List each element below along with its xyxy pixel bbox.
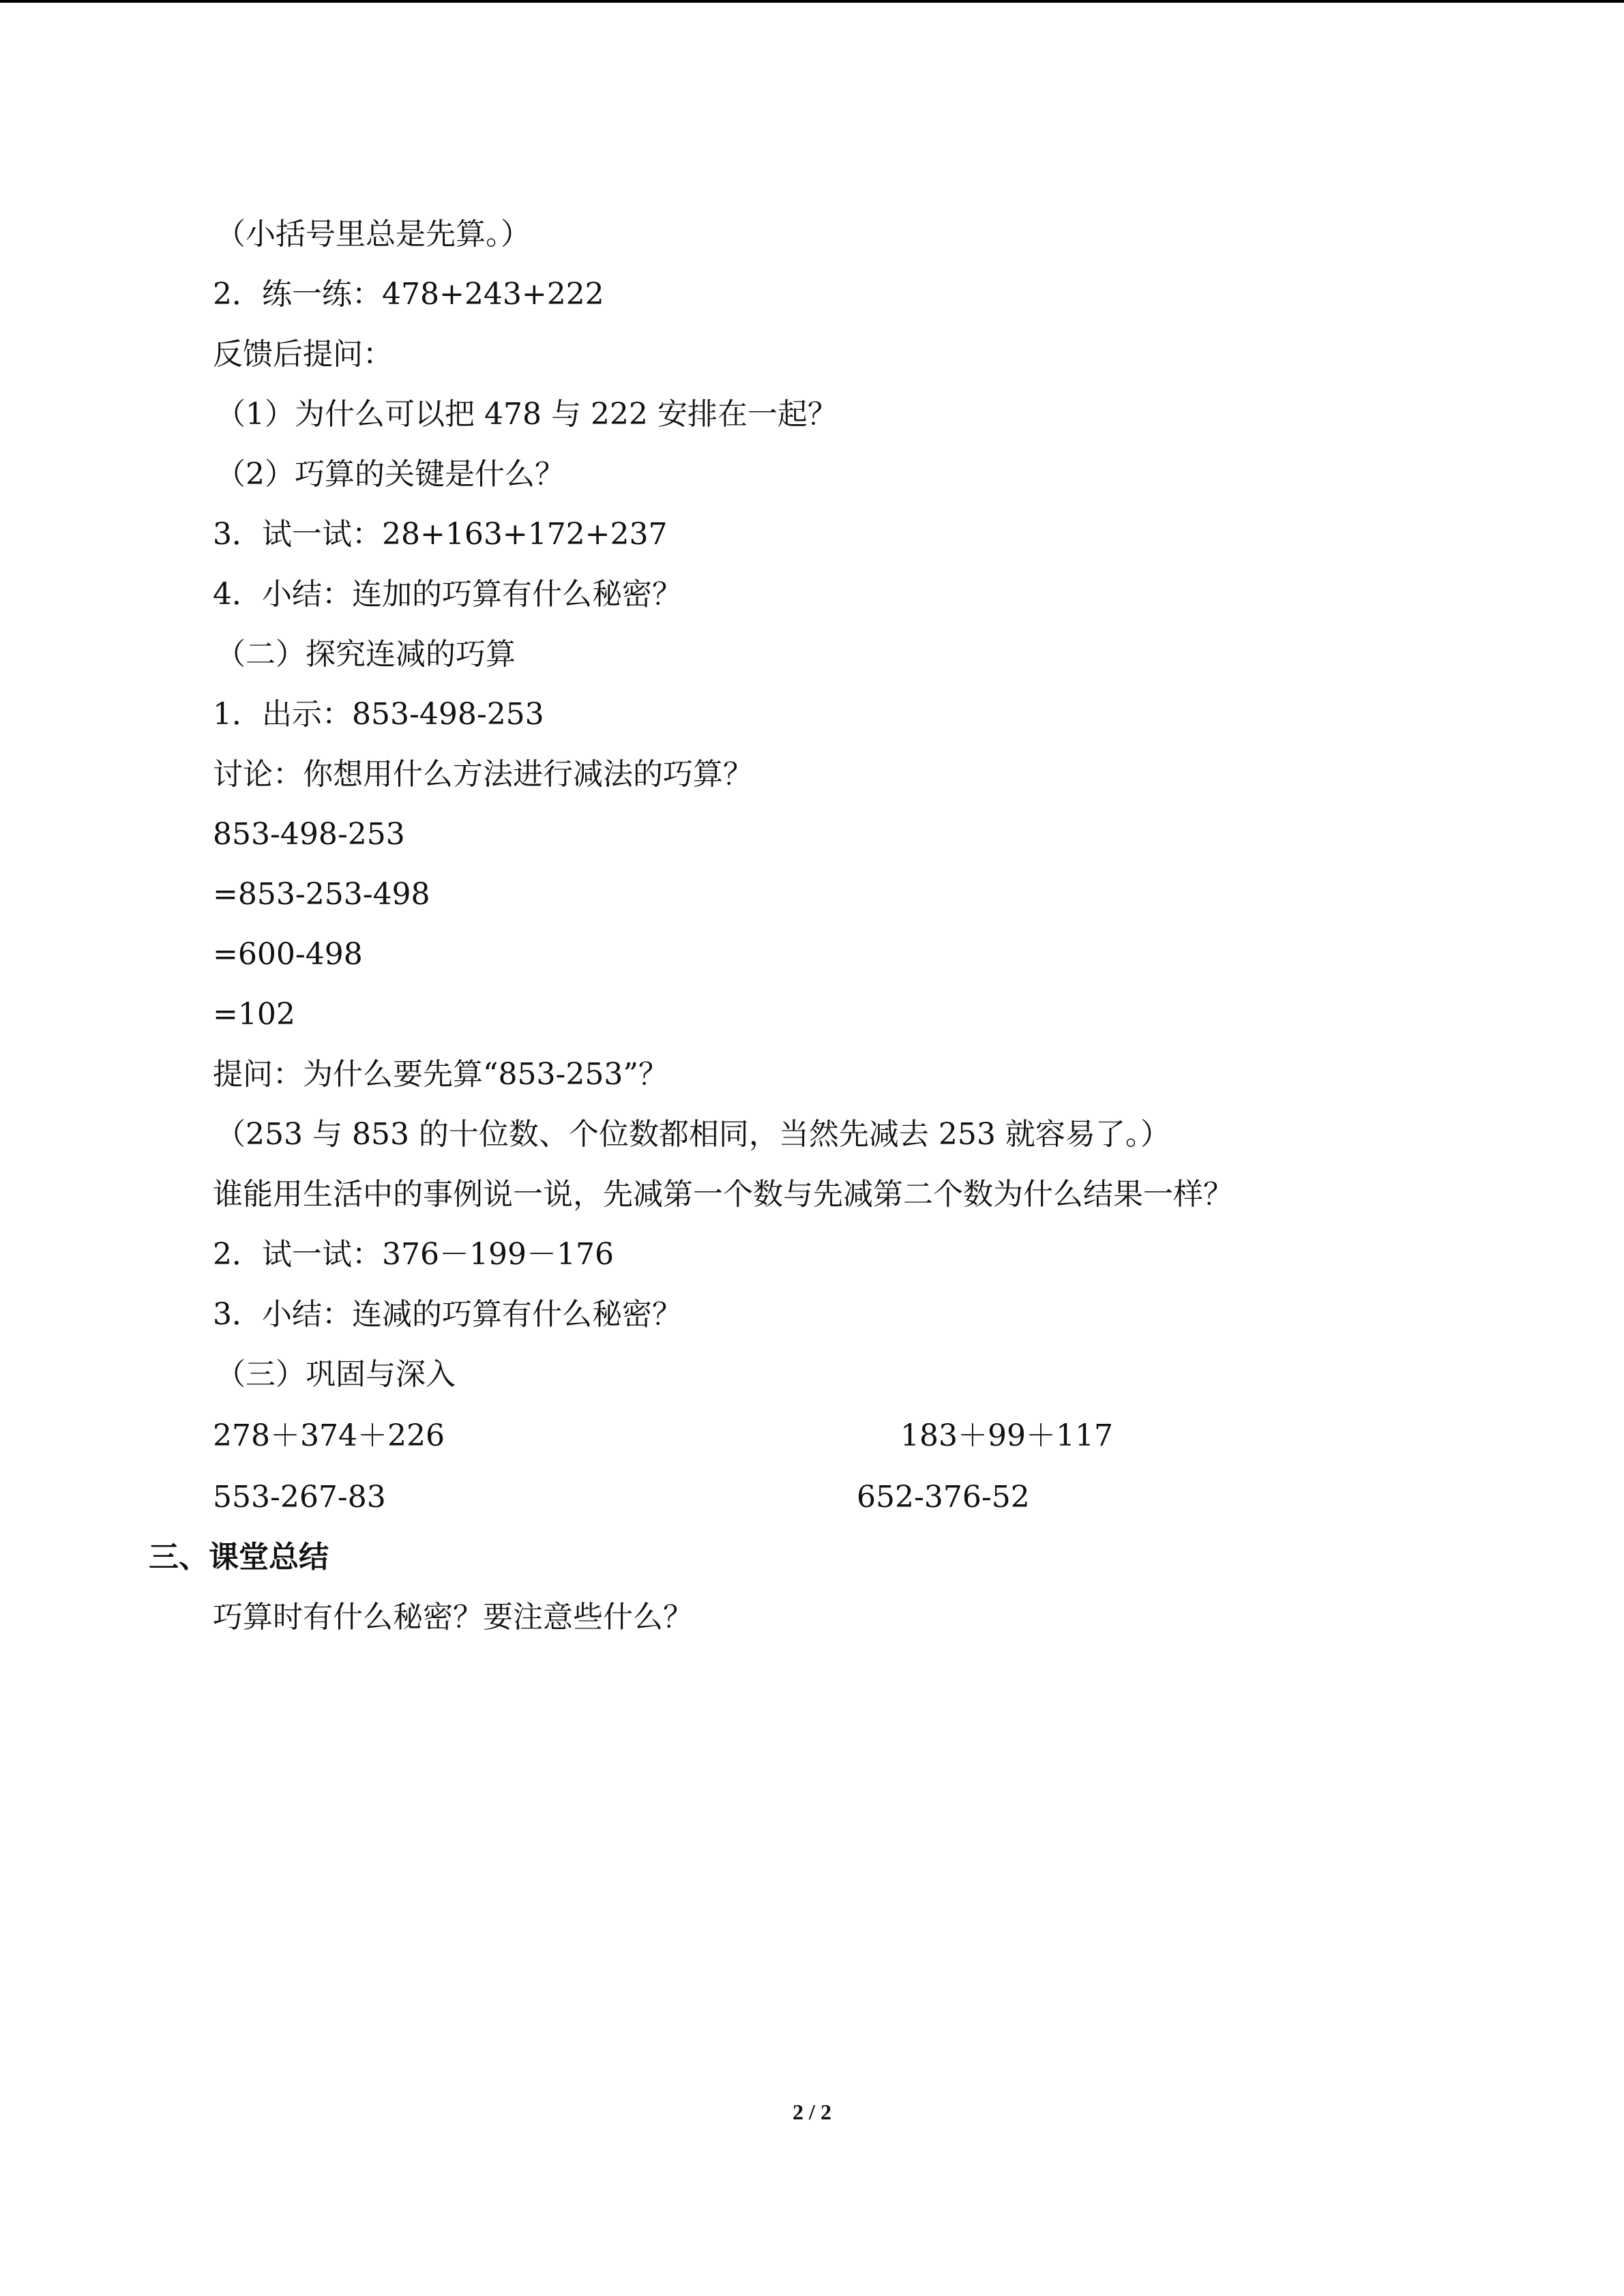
equation-line: =600-498 <box>213 937 363 972</box>
exercise-item: 278＋374＋226 <box>213 1418 445 1453</box>
equation-line: =853-253-498 <box>213 877 430 912</box>
text-line: （1）为什么可以把 478 与 222 安排在一起？ <box>216 397 838 432</box>
subsection-heading: （二）探究连减的巧算 <box>216 637 516 672</box>
equation-line: =102 <box>213 997 295 1032</box>
text-line: 讨论：你想用什么方法进行减法的巧算？ <box>213 757 753 792</box>
exercise-item: 553-267-83 <box>213 1480 386 1515</box>
text-line: 4．小结：连加的巧算有什么秘密？ <box>213 577 682 612</box>
text-line: （2）巧算的关键是什么？ <box>216 457 565 492</box>
text-line: 3．小结：连减的巧算有什么秘密？ <box>213 1297 682 1332</box>
exercise-item: 652-376-52 <box>857 1480 1030 1515</box>
equation-line: 853-498-253 <box>213 817 405 852</box>
page-number: 2 / 2 <box>793 2100 831 2124</box>
text-line: 2．试一试：376－199－176 <box>213 1237 614 1272</box>
text-line: （253 与 853 的十位数、个位数都相同，当然先减去 253 就容易了。） <box>216 1117 1170 1152</box>
text-line: 1．出示：853-498-253 <box>213 697 544 732</box>
text-line: 巧算时有什么秘密？要注意些什么？ <box>213 1600 693 1635</box>
text-line: 提问：为什么要先算“853-253”？ <box>213 1057 668 1092</box>
section-heading: 三、课堂总结 <box>149 1540 329 1575</box>
subsection-heading: （三）巩固与深入 <box>216 1357 456 1392</box>
text-line: 谁能用生活中的事例说一说，先减第一个数与先减第二个数为什么结果一样？ <box>213 1177 1233 1212</box>
text-line: 2．练一练：478+243+222 <box>213 277 604 312</box>
text-line: （小括号里总是先算。） <box>216 217 531 252</box>
text-line: 3．试一试：28+163+172+237 <box>213 517 668 552</box>
text-line: 反馈后提问： <box>213 337 393 372</box>
exercise-item: 183＋99＋117 <box>900 1418 1113 1453</box>
